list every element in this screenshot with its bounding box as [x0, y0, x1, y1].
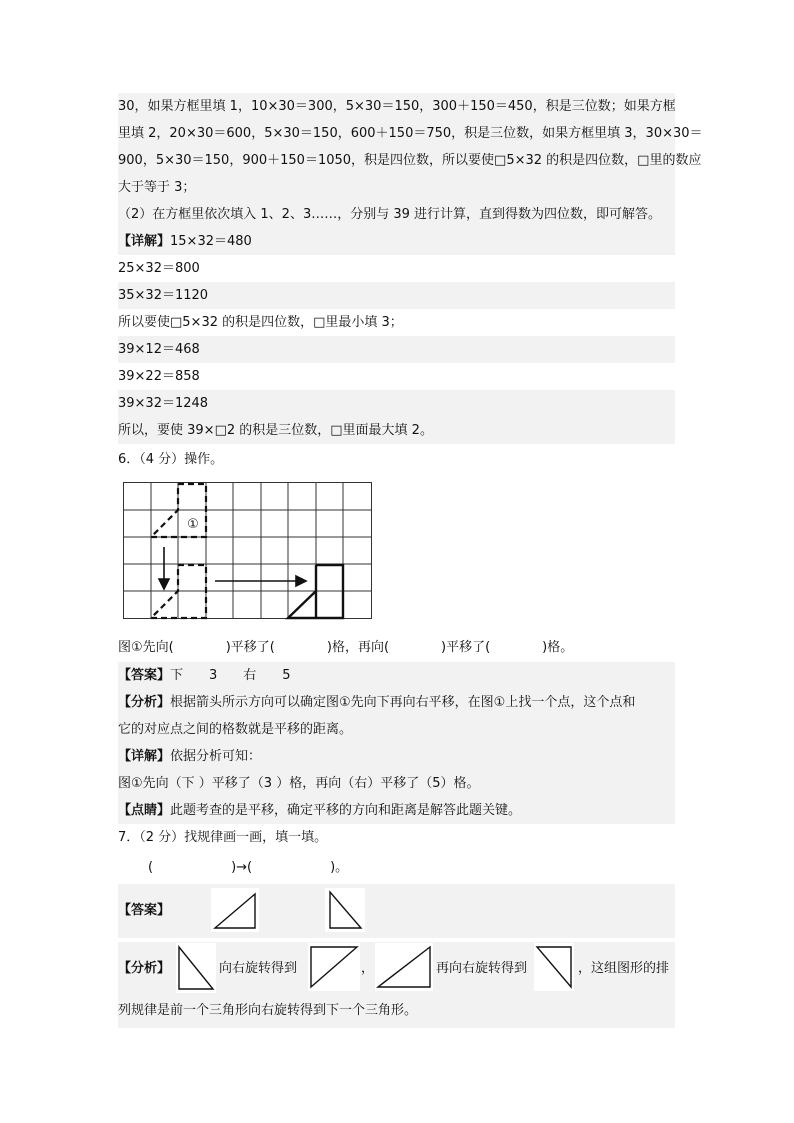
text-line: 39×32＝1248 — [118, 390, 675, 417]
answer-tag: 【答案】 — [118, 668, 171, 683]
text-line: （2）在方框里依次填入 1、2、3……，分别与 39 进行计算，直到得数为四位数，即可解答。 — [118, 201, 675, 228]
triangle-icon — [211, 888, 259, 932]
text-line: 它的对应点之间的格数就是平移的距离。 — [118, 716, 675, 743]
text-line: 35×32＝1120 — [118, 282, 675, 309]
translation-grid-figure — [122, 481, 374, 623]
analysis-tag: 【分析】 — [118, 961, 171, 976]
answer-triangle-2 — [325, 888, 365, 932]
text-line: 25×32＝800 — [118, 255, 675, 282]
triangle-icon — [534, 943, 574, 991]
triangle-icon — [176, 943, 216, 993]
analysis-text: 根据箭头所示方向可以确定图①先向下再向右平移，在图①上找一个点，这个点和 — [170, 695, 636, 710]
answer-text: 下 3 右 5 — [170, 668, 291, 683]
analysis-line — [118, 689, 675, 716]
triangle-icon — [325, 888, 365, 932]
text-line: 所以要使□5×32 的积是四位数，□里最小填 3； — [118, 309, 675, 336]
analysis-text: 再向右旋转得到 — [436, 961, 528, 976]
analysis-tag: 【分析】 — [118, 695, 171, 710]
text-line: 图①先向（下 ）平移了（3 ）格，再向（右）平移了（5）格。 — [118, 770, 675, 797]
text-line: 列规律是前一个三角形向右旋转得到下一个三角形。 — [118, 996, 675, 1028]
text-line: 里填 2，20×30＝600，5×30＝150，600＋150＝750，积是三位数，如果方框里填 3，30×30＝ — [118, 120, 675, 147]
analysis-triangle-2 — [308, 943, 360, 991]
analysis-text: 向右旋转得到 — [219, 961, 298, 976]
detail-text: 15×32＝480 — [170, 234, 252, 249]
comment-tag: 【点睛】 — [118, 803, 171, 818]
answer-line — [118, 662, 675, 689]
down-arrow-icon — [159, 547, 169, 589]
detail-tag: 【详解】 — [118, 234, 171, 249]
answer-row — [118, 884, 675, 938]
analysis-triangle-1 — [176, 943, 216, 993]
shape-label: ① — [187, 517, 199, 532]
triangle-icon — [375, 943, 433, 991]
text-line: 30，如果方框里填 1，10×30＝300，5×30＝150，300＋150＝450，积是三位数；如果方框 — [118, 93, 675, 120]
comma-text: ， — [361, 961, 375, 976]
question-6-title: 6．（4 分）操作。 — [118, 452, 224, 467]
text-line: 39×12＝468 — [118, 336, 675, 363]
text-line: 900，5×30＝150，900＋150＝1050，积是四位数，所以要使□5×32 的积是四位数，□里的数应 — [118, 147, 675, 174]
triangle-icon — [308, 943, 360, 991]
analysis-triangle-3 — [375, 943, 433, 991]
answer-tag: 【答案】 — [118, 903, 171, 918]
comment-line — [118, 797, 675, 824]
analysis-triangle-4 — [534, 943, 574, 991]
detail-text: 依据分析可知： — [170, 749, 262, 764]
detail-tag: 【详解】 — [118, 749, 171, 764]
text-line — [118, 228, 675, 255]
detail-line — [118, 743, 675, 770]
text-line: 大于等于 3； — [118, 174, 675, 201]
text-line: 39×22＝858 — [118, 363, 675, 390]
answer-triangle-1 — [211, 888, 259, 932]
comment-text: 此题考查的是平移，确定平移的方向和距离是解答此题关键。 — [170, 803, 522, 818]
question-7-blanks: ( )→( )。 — [148, 860, 349, 875]
question-7-title: 7．（2 分）找规律画一画，填一填。 — [118, 830, 328, 845]
grid-svg — [122, 481, 374, 623]
question-6-prompt: 图①先向( )平移了( )格，再向( )平移了( )格。 — [118, 640, 574, 655]
text-line: 所以，要使 39×□2 的积是三位数，□里面最大填 2。 — [118, 417, 675, 444]
analysis-text: ，这组图形的排 — [578, 961, 670, 976]
